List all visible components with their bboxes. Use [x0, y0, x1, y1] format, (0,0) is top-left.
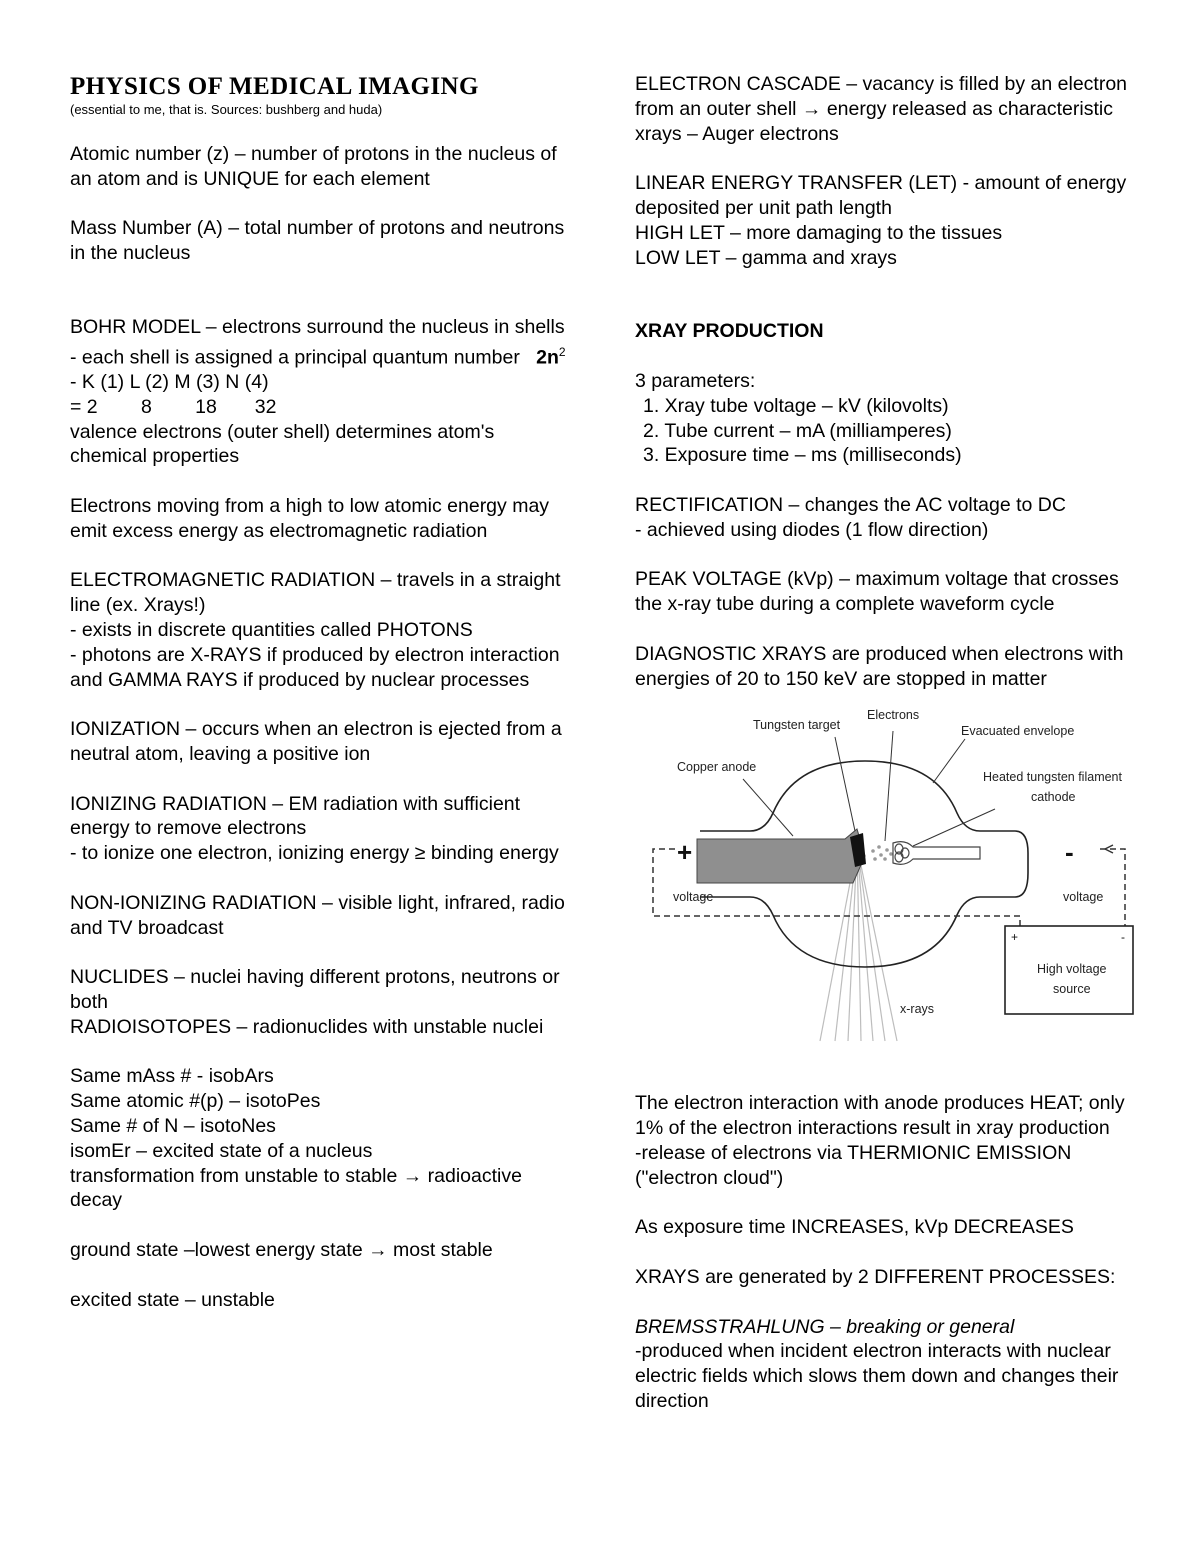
parameters-intro: 3 parameters:	[635, 369, 756, 392]
box-minus-sign: -	[1121, 930, 1125, 945]
bremsstrahlung-block	[635, 1315, 1135, 1414]
ionizing-radiation-block	[70, 792, 570, 866]
mass-number-text: Mass Number (A) – total number of protons and neutrons in the nucleus	[70, 217, 565, 265]
ionizing-line-1: IONIZING RADIATION – EM radiation with sufficient energy to remove electrons	[70, 792, 521, 840]
emr-line-3: - photons are X-RAYS if produced by electron interaction and GAMMA RAYS if produced by nuclear processes	[70, 643, 560, 691]
isotones-line: Same # of N – isotoNes	[70, 1114, 276, 1137]
interaction-line-1: The electron interaction with anode produces HEAT; only 1% of the electron interactions result in xray production	[635, 1092, 1125, 1140]
label-tungsten-target: Tungsten target	[753, 718, 841, 733]
processes-text: XRAYS are generated by 2 DIFFERENT PROCESSES:	[635, 1265, 1116, 1288]
emr-block	[70, 568, 570, 692]
bohr-shells: - K (1) L (2) M (3) N (4)	[70, 371, 269, 394]
bohr-line-2	[70, 340, 570, 370]
ionizing-line-2: - to ionize one electron, ionizing energy ≥ binding energy	[70, 842, 559, 865]
xray-tube-diagram	[635, 701, 1135, 1071]
page-title: PHYSICS OF MEDICAL IMAGING	[70, 73, 479, 100]
isomer-line: isomEr – excited state of a nucleus	[70, 1139, 373, 1162]
bohr-model-block	[70, 315, 570, 469]
bohr-line-1: BOHR MODEL – electrons surround the nucleus in shells	[70, 315, 565, 338]
bremsstrahlung-body: -produced when incident electron interacts with nuclear electric fields which slows them down and changes their direction	[635, 1340, 1119, 1412]
label-copper-anode: Copper anode	[677, 760, 757, 775]
label-leaders	[743, 731, 995, 846]
nuclides-line: NUCLIDES – nuclei having different protons, neutrons or both	[70, 966, 560, 1013]
let-line-2: HIGH LET – more damaging to the tissues	[635, 221, 1003, 244]
transformation-line: transformation from unstable to stable → radioactive decay	[70, 1164, 522, 1212]
electron-interaction-block	[635, 1091, 1135, 1190]
bohr-quantum-text: - each shell is assigned a principal quantum number	[70, 346, 520, 369]
plus-sign: +	[677, 837, 693, 868]
atomic-number-text: Atomic number (z) – number of protons in the nucleus of an atom and is UNIQUE for each element	[70, 143, 557, 190]
emr-line-2: - exists in discrete quantities called PHOTONS	[70, 619, 473, 642]
bohr-formula-exponent: 2	[558, 344, 566, 359]
electrons-moving-text: Electrons moving from a high to low atomic energy may emit excess energy as electromagnetic radiation	[70, 495, 550, 542]
label-high-voltage: High voltage	[1037, 962, 1107, 977]
label-voltage-left: voltage	[673, 890, 714, 905]
rectification-block	[635, 493, 1135, 543]
cathode-cup	[893, 842, 980, 865]
bremsstrahlung-title: BREMSSTRAHLUNG – breaking or general	[635, 1315, 1015, 1338]
minus-sign: -	[1065, 837, 1074, 868]
label-xrays: x-rays	[900, 1002, 935, 1017]
xray-production-heading: XRAY PRODUCTION	[635, 320, 824, 343]
page-subtitle: (essential to me, that is. Sources: bushberg and huda)	[70, 102, 383, 117]
isobars-line: Same mAss # - isobArs	[70, 1065, 274, 1088]
rectification-line-1: RECTIFICATION – changes the AC voltage to DC	[635, 493, 1066, 516]
exposure-time-text: As exposure time INCREASES, kVp DECREASES	[635, 1216, 1074, 1239]
parameter-2: 2. Tube current – mA (milliamperes)	[643, 419, 952, 442]
nuclides-block	[70, 965, 570, 1039]
isotope-block	[70, 1064, 570, 1213]
label-filament-line-2: cathode	[1031, 790, 1076, 805]
diagnostic-xrays-text: DIAGNOSTIC XRAYS are produced when electrons with energies of 20 to 150 keV are stopped in matter	[635, 642, 1124, 690]
label-evacuated-envelope: Evacuated envelope	[961, 724, 1075, 739]
electron-cascade-text: ELECTRON CASCADE – vacancy is filled by an electron from an outer shell → energy released as characteristic xrays – Auger electrons	[635, 73, 1128, 145]
emr-line-1: ELECTROMAGNETIC RADIATION – travels in a straight line (ex. Xrays!)	[70, 569, 561, 617]
non-ionizing-text: NON-IONIZING RADIATION – visible light, infrared, radio and TV broadcast	[70, 891, 565, 939]
isotopes-line: Same atomic #(p) – isotoPes	[70, 1090, 321, 1113]
ground-state-text: ground state –lowest energy state → most stable	[70, 1238, 493, 1261]
right-column	[635, 72, 1135, 1438]
interaction-line-2: -release of electrons via THERMIONIC EMISSION ("electron cloud")	[635, 1141, 1072, 1189]
parameter-1: 1. Xray tube voltage – kV (kilovolts)	[643, 394, 949, 417]
label-voltage-right: voltage	[1063, 890, 1104, 905]
label-electrons: Electrons	[867, 708, 920, 723]
peak-voltage-text: PEAK VOLTAGE (kVp) – maximum voltage that crosses the x-ray tube during a complete waveform cycle	[635, 568, 1119, 616]
bohr-counts: = 2 8 18 32	[70, 395, 277, 418]
label-filament-line-1: Heated tungsten filament	[983, 770, 1122, 785]
parameters-block	[635, 369, 1135, 468]
copper-anode-shape	[697, 829, 865, 883]
parameter-3: 3. Exposure time – ms (milliseconds)	[643, 444, 962, 467]
radioisotopes-line: RADIOISOTOPES – radionuclides with unstable nuclei	[70, 1015, 544, 1038]
excited-state-text: excited state – unstable	[70, 1288, 275, 1311]
bohr-formula: 2n	[536, 346, 559, 369]
let-line-3: LOW LET – gamma and xrays	[635, 246, 897, 269]
ionization-text: IONIZATION – occurs when an electron is ejected from a neutral atom, leaving a positive ion	[70, 718, 562, 766]
box-plus-sign: +	[1011, 930, 1019, 945]
let-line-1: LINEAR ENERGY TRANSFER (LET) - amount of energy deposited per unit path length	[635, 172, 1127, 219]
left-column	[70, 72, 570, 1337]
let-block	[635, 171, 1135, 270]
electron-cloud	[871, 846, 893, 862]
label-source: source	[1053, 982, 1091, 997]
bohr-valence: valence electrons (outer shell) determines atom's chemical properties	[70, 420, 495, 468]
rectification-line-2: - achieved using diodes (1 flow direction)	[635, 518, 989, 541]
